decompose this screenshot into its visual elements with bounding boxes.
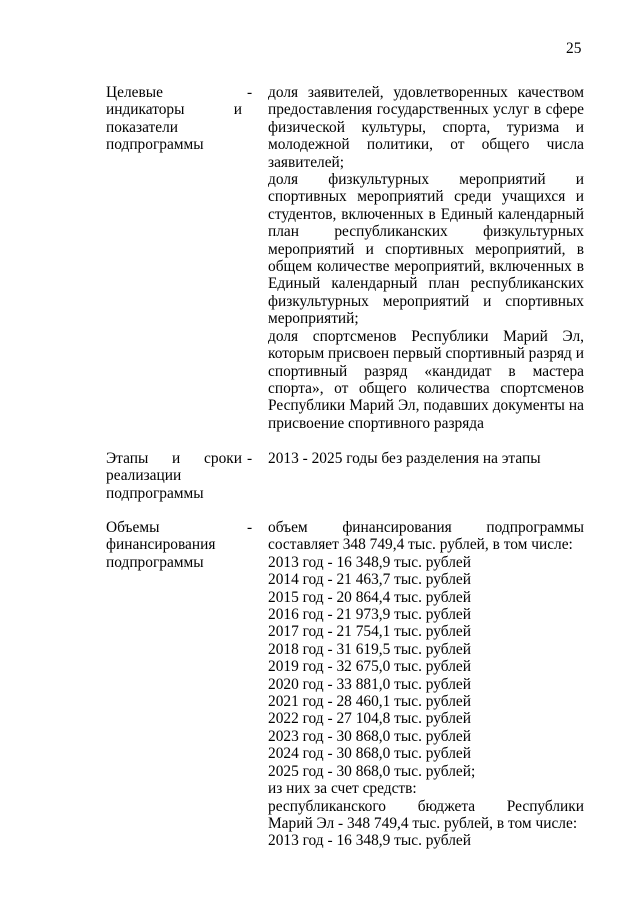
budget-line: республиканского бюджета Республики <box>268 797 584 815</box>
label-line: Объемы <box>106 519 160 536</box>
funding-year-item: 2014 год - 21 463,7 тыс. рублей <box>268 571 471 589</box>
funding-sources-label: из них за счет средств: <box>268 780 417 798</box>
funding-year-item: 2016 год - 21 973,9 тыс. рублей <box>268 606 471 624</box>
funding-year-item: 2013 год - 16 348,9 тыс. рублей <box>268 553 471 571</box>
funding-year-item: 2015 год - 20 864,4 тыс. рублей <box>268 588 471 606</box>
label-line: подпрограммы <box>106 553 204 571</box>
label-line: Этапы и сроки <box>106 450 242 467</box>
funding-year-item: 2020 год - 33 881,0 тыс. рублей <box>268 675 471 693</box>
funding-year-item: 2018 год - 31 619,5 тыс. рублей <box>268 640 471 658</box>
indicators-content <box>268 84 584 432</box>
funding-year-item: 2025 год - 30 868,0 тыс. рублей; <box>268 762 476 780</box>
funding-label <box>106 519 242 571</box>
funding-years-list <box>268 554 584 780</box>
stages-content <box>268 450 584 467</box>
stages-label <box>106 450 242 502</box>
dash: - <box>247 519 253 536</box>
dash: - <box>247 450 253 467</box>
stages-text: 2013 - 2025 годы без разделения на этапы <box>268 450 541 467</box>
budget-line: Марий Эл - 348 749,4 тыс. рублей, в том числе: <box>268 814 578 832</box>
indicator-item: доля физкультурных мероприятий и спортивных мероприятий среди учащихся и студентов, включенных в Единый календарный план республиканских физкультурных мероприятий и спортивных мероприятий, в общем количестве мероприятий, включенных в Единый календарный план республиканских физкультурных мероприятий и спортивных мероприятий; <box>268 171 584 328</box>
funding-content <box>268 519 584 850</box>
funding-year-item: 2017 год - 21 754,1 тыс. рублей <box>268 623 471 641</box>
label-line: финансирования <box>106 536 216 554</box>
budget-year-item: 2013 год - 16 348,9 тыс. рублей <box>268 832 471 850</box>
page-number: 25 <box>566 40 582 57</box>
label-line: Целевые <box>106 84 163 101</box>
indicator-item: доля заявителей, удовлетворенных качеством предоставления государственных услуг в сфере физической культуры, спорта, туризма и молодежной политики, от общего числа заявителей; <box>268 84 584 171</box>
funding-year-item: 2022 год - 27 104,8 тыс. рублей <box>268 710 471 728</box>
label-line: индикаторы и <box>106 101 242 119</box>
label-line: показатели <box>106 118 178 136</box>
label-line: подпрограммы <box>106 484 204 502</box>
funding-year-item: 2023 год - 30 868,0 тыс. рублей <box>268 727 471 745</box>
label-line: реализации <box>106 467 182 485</box>
funding-year-item: 2024 год - 30 868,0 тыс. рублей <box>268 745 471 763</box>
indicators-label <box>106 84 242 154</box>
label-line: подпрограммы <box>106 136 204 154</box>
funding-year-item: 2021 год - 28 460,1 тыс. рублей <box>268 693 471 711</box>
dash: - <box>247 84 253 101</box>
funding-intro: объем финансирования подпрограммы составляет 348 749,4 тыс. рублей, в том числе: <box>268 519 584 554</box>
funding-year-item: 2019 год - 32 675,0 тыс. рублей <box>268 658 471 676</box>
indicator-item: доля спортсменов Республики Марий Эл, которым присвоен первый спортивный разряд и спортивный разряд «кандидат в мастера спорта», от общего количества спортсменов Республики Марий Эл, подавших документы на присвоение спортивного разряда <box>268 327 584 432</box>
